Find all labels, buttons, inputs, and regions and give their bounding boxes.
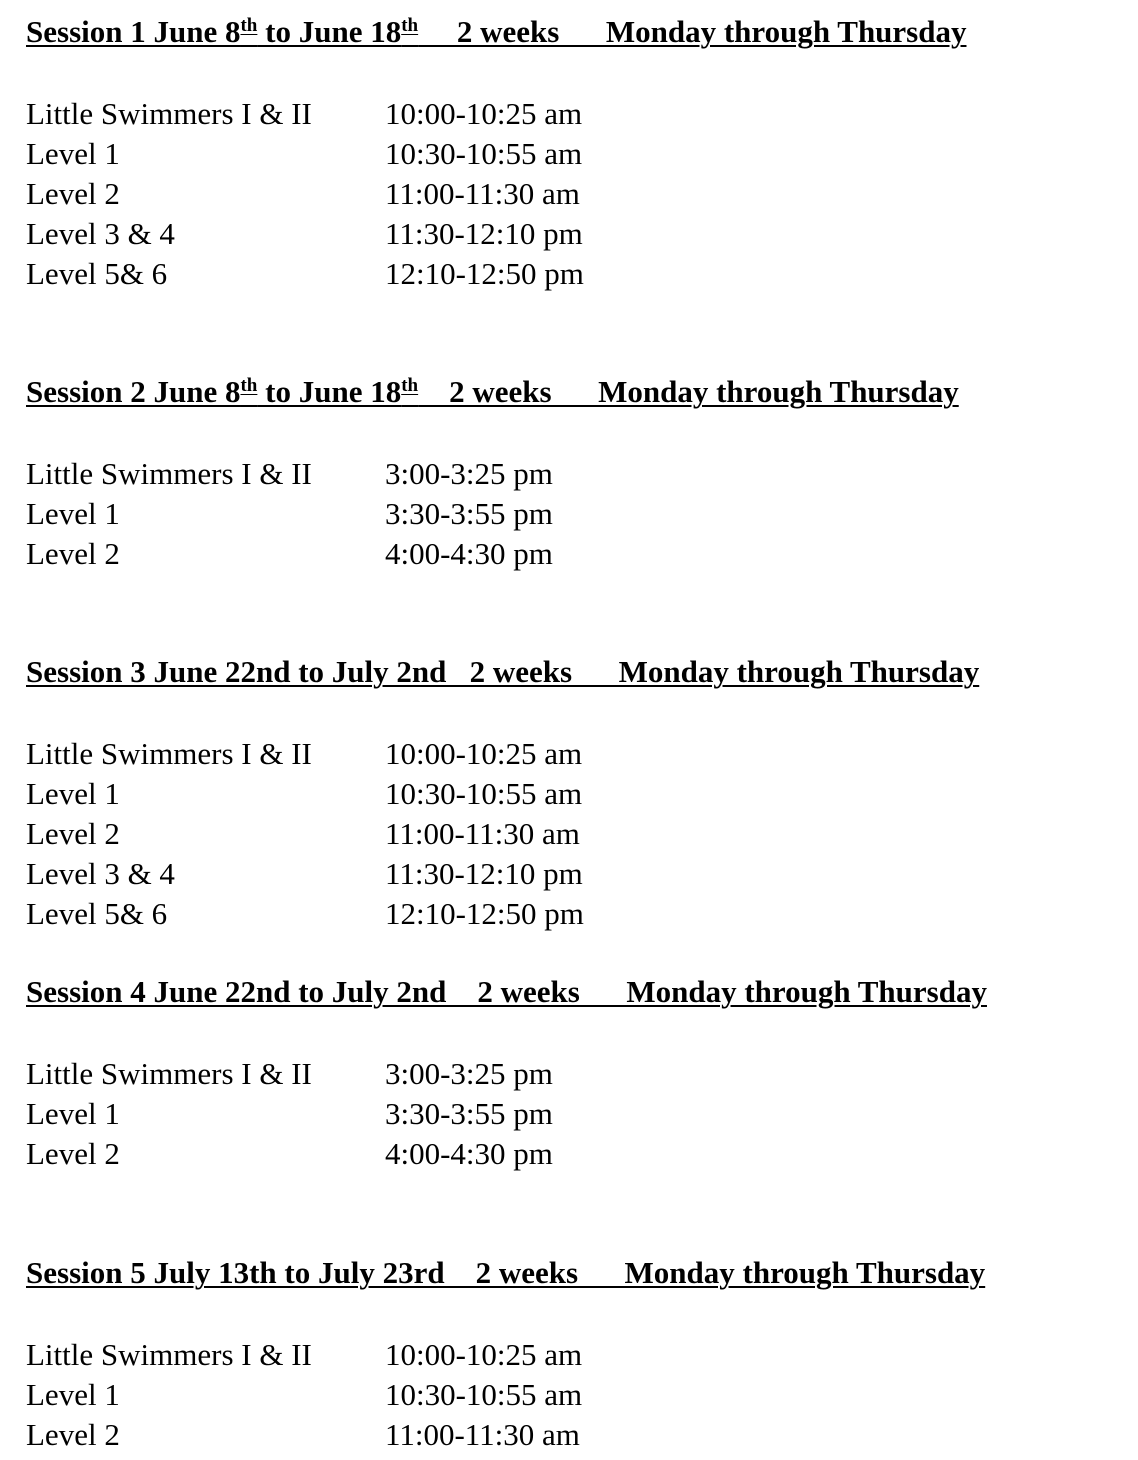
ordinal-suffix: th [240, 375, 258, 396]
class-level: Level 3 & 4 [26, 856, 175, 891]
class-level: Little Swimmers I & II [26, 456, 312, 491]
class-time: 12:10-12:50 pm [385, 256, 584, 291]
class-time: 3:00-3:25 pm [385, 456, 553, 491]
class-level: Level 1 [26, 776, 120, 811]
class-time: 10:30-10:55 am [385, 136, 583, 171]
ordinal-suffix: th [401, 15, 419, 36]
session-heading [26, 14, 966, 50]
class-level: Little Swimmers I & II [26, 96, 312, 131]
heading-text: Session 4 June 22nd to July 2nd 2 weeks Monday through Thursday [26, 974, 987, 1009]
class-time: 10:30-10:55 am [385, 776, 583, 811]
class-time: 4:00-4:30 pm [385, 1136, 553, 1171]
class-time: 11:30-12:10 pm [385, 216, 583, 251]
class-level: Little Swimmers I & II [26, 1056, 312, 1091]
session-heading [26, 374, 959, 410]
class-level: Level 1 [26, 1096, 120, 1131]
ordinal-suffix: th [401, 375, 419, 396]
session-heading [26, 1255, 985, 1291]
class-time: 3:00-3:25 pm [385, 1056, 553, 1091]
heading-text: Session 1 June 8 [26, 14, 241, 49]
heading-text: Session 5 July 13th to July 23rd 2 weeks Monday through Thursday [26, 1255, 986, 1290]
class-time: 11:00-11:30 am [385, 176, 580, 211]
class-time: 11:00-11:30 am [385, 1417, 580, 1452]
class-level: Level 1 [26, 496, 120, 531]
session-heading [26, 974, 987, 1010]
class-time: 4:00-4:30 pm [385, 536, 553, 571]
heading-text: to June 18 [257, 14, 402, 49]
class-time: 10:30-10:55 am [385, 1377, 583, 1412]
heading-text: Session 3 June 22nd to July 2nd 2 weeks Monday through Thursday [26, 654, 980, 689]
class-time: 12:10-12:50 pm [385, 896, 584, 931]
class-level: Level 2 [26, 1136, 120, 1171]
session-heading [26, 654, 979, 690]
class-level: Level 5& 6 [26, 256, 168, 291]
heading-text: Session 2 June 8 [26, 374, 241, 409]
heading-text: 2 weeks Monday through Thursday [418, 14, 967, 49]
class-level: Level 2 [26, 1417, 120, 1452]
class-level: Level 1 [26, 136, 120, 171]
class-time: 10:00-10:25 am [385, 96, 583, 131]
class-level: Little Swimmers I & II [26, 1337, 312, 1372]
heading-text: to June 18 [257, 374, 402, 409]
class-time: 10:00-10:25 am [385, 736, 583, 771]
class-level: Level 2 [26, 536, 120, 571]
class-time: 3:30-3:55 pm [385, 1096, 553, 1131]
class-level: Level 2 [26, 176, 120, 211]
class-level: Level 3 & 4 [26, 216, 175, 251]
heading-text: 2 weeks Monday through Thursday [418, 374, 959, 409]
class-time: 11:30-12:10 pm [385, 856, 583, 891]
ordinal-suffix: th [240, 15, 258, 36]
class-time: 11:00-11:30 am [385, 816, 580, 851]
class-level: Level 1 [26, 1377, 120, 1412]
class-level: Level 2 [26, 816, 120, 851]
class-time: 3:30-3:55 pm [385, 496, 553, 531]
class-level: Level 5& 6 [26, 896, 168, 931]
class-level: Little Swimmers I & II [26, 736, 312, 771]
class-time: 10:00-10:25 am [385, 1337, 583, 1372]
